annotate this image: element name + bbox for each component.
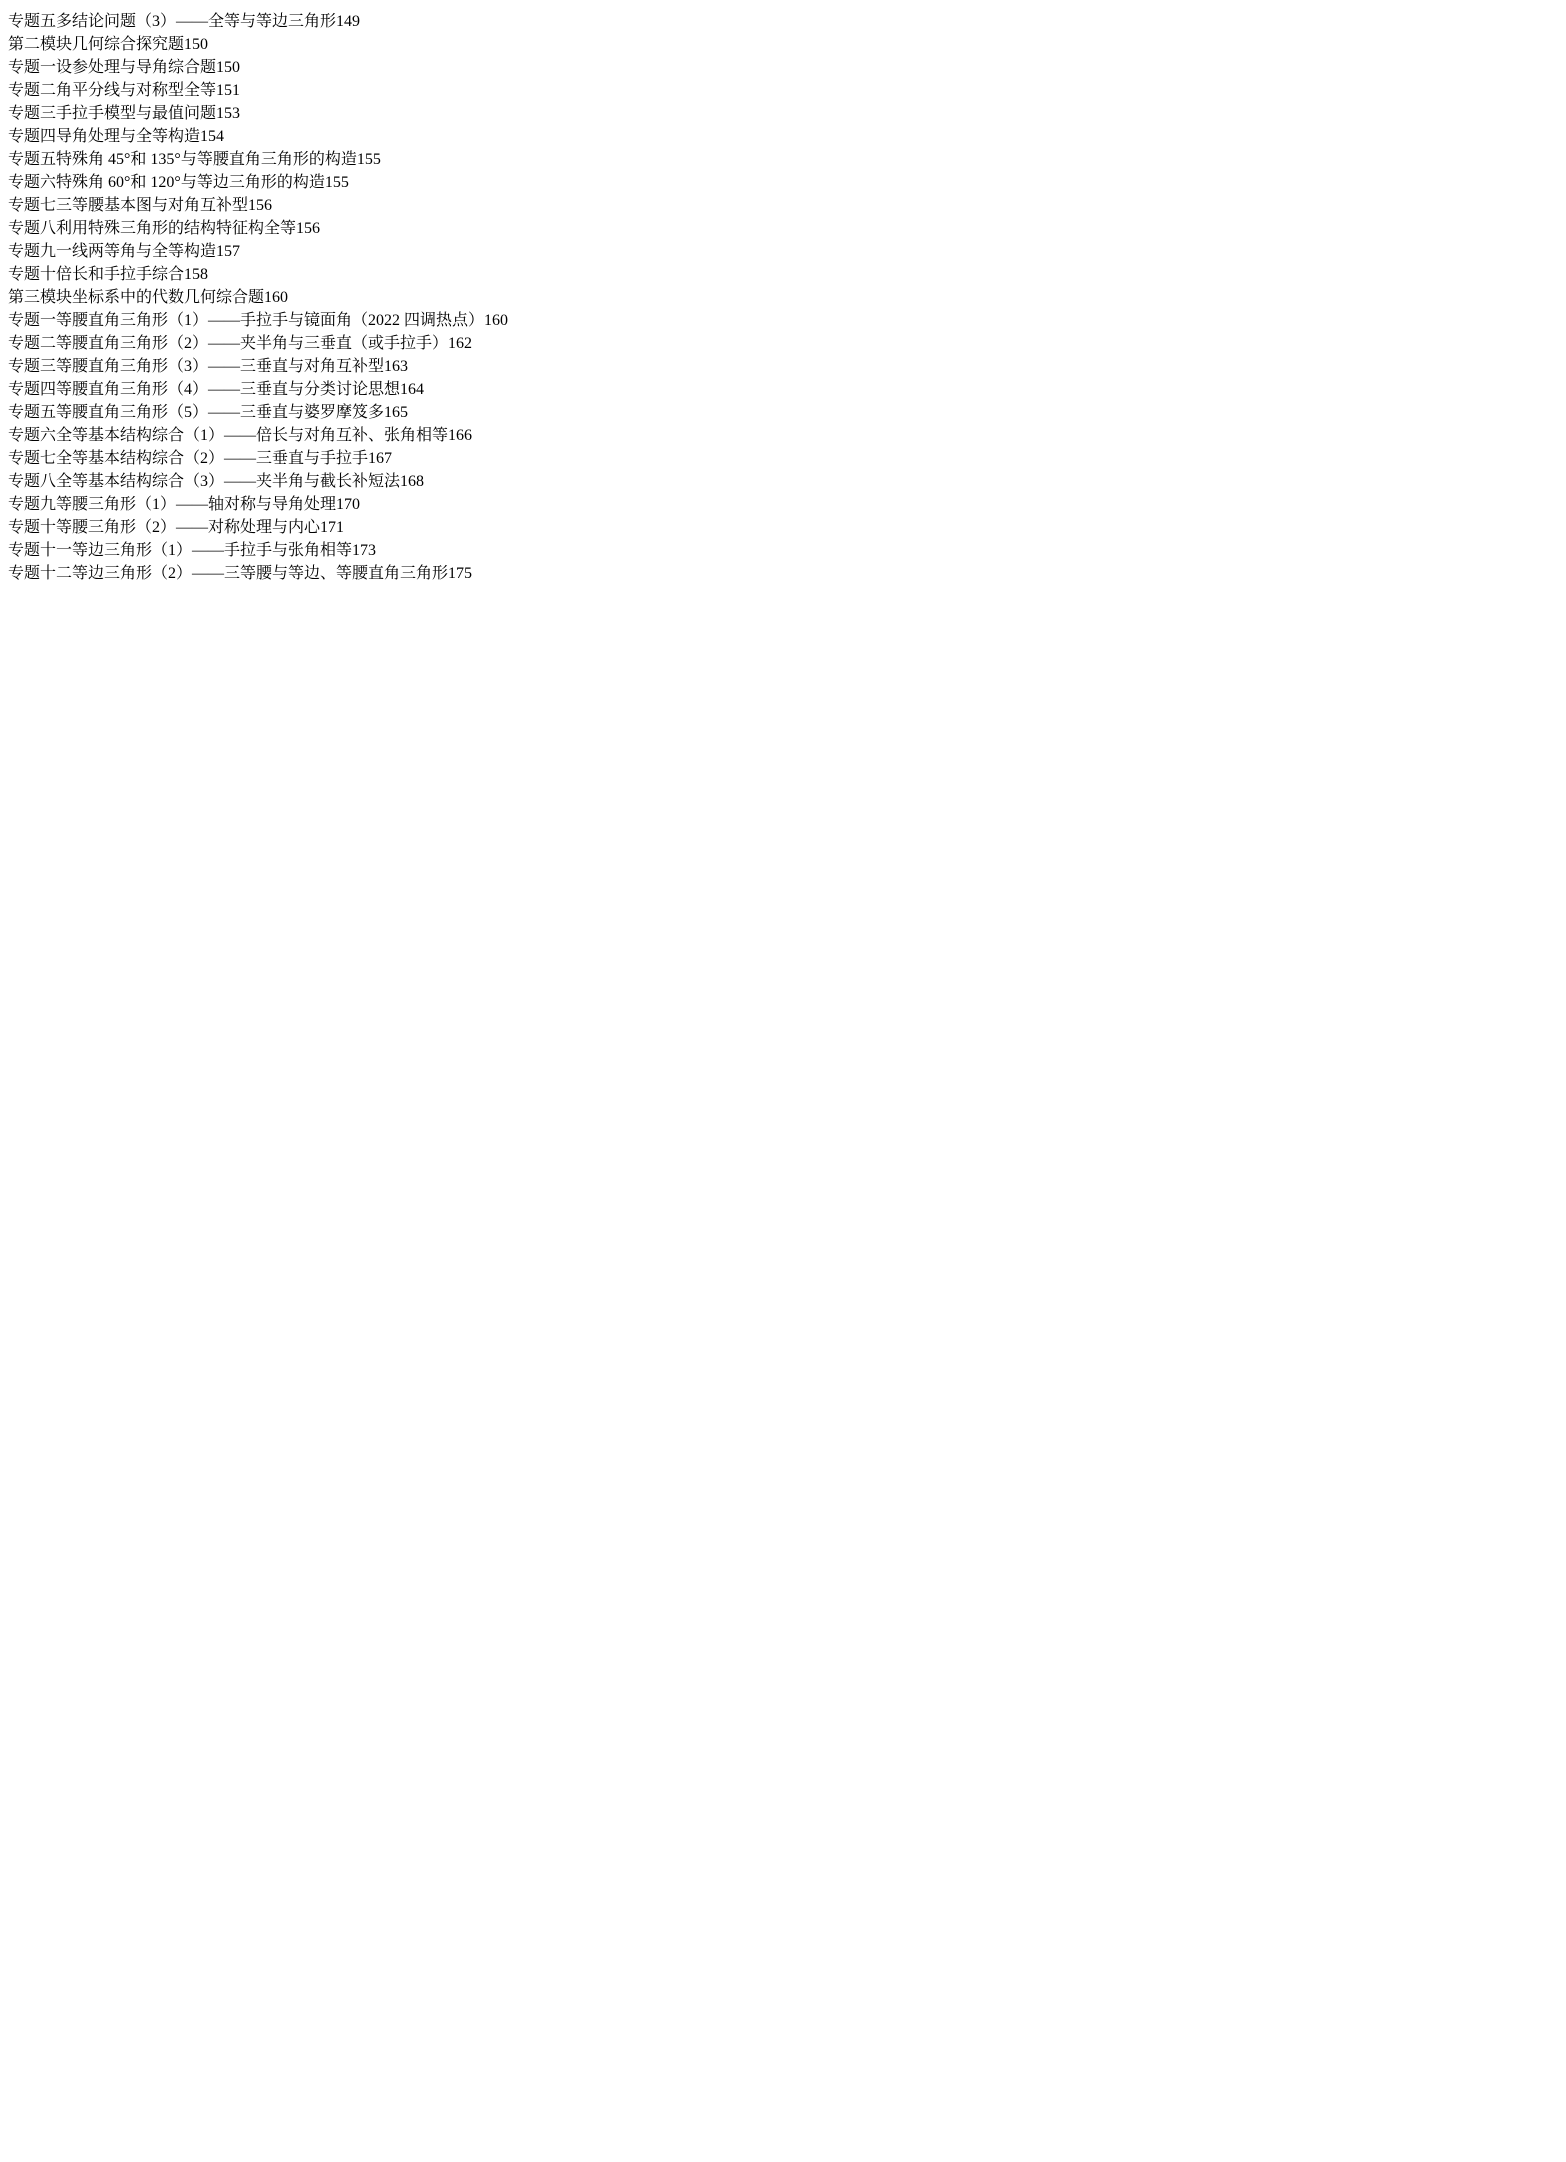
topic-title: 等腰直角三角形（4）——三垂直与分类讨论思想 (56, 381, 401, 398)
topic-number: 专题二 (8, 82, 57, 99)
module-number: 第三模块 (8, 289, 73, 306)
topic-number: 专题四 (8, 381, 57, 398)
toc-entry[interactable] (8, 514, 1558, 537)
topic-title: 三等腰基本图与对角互补型 (56, 197, 249, 214)
toc-entry[interactable] (8, 215, 1558, 238)
topic-number: 专题一 (8, 59, 57, 76)
toc-entry[interactable] (8, 491, 1558, 514)
topic-title: 利用特殊三角形的结构特征构全等 (56, 220, 297, 237)
topic-title: 全等基本结构综合（3）——夹半角与截长补短法 (56, 473, 401, 490)
topic-title: 一线两等角与全等构造 (56, 243, 217, 260)
topic-title: 导角处理与全等构造 (56, 128, 201, 145)
toc-entry[interactable] (8, 192, 1558, 215)
toc-entry[interactable] (8, 54, 1558, 77)
topic-title: 等边三角形（1）——手拉手与张角相等 (72, 542, 353, 559)
topic-title: 等腰三角形（2）——对称处理与内心 (56, 519, 321, 536)
topic-number: 专题十二 (8, 565, 73, 582)
topic-number: 专题六 (8, 174, 57, 191)
topic-number: 专题五 (8, 13, 57, 30)
page-number: 170 (336, 496, 361, 513)
toc-entry[interactable] (8, 537, 1558, 560)
toc-entry[interactable] (8, 422, 1558, 445)
toc-entry[interactable] (8, 330, 1558, 353)
topic-title: 全等基本结构综合（2）——三垂直与手拉手 (56, 450, 369, 467)
topic-number: 专题二 (8, 335, 57, 352)
toc-entry[interactable] (8, 238, 1558, 261)
topic-title: 等边三角形（2）——三等腰与等边、等腰直角三角形 (72, 565, 449, 582)
topic-number: 专题七 (8, 197, 57, 214)
page-number: 150 (184, 36, 209, 53)
topic-number: 专题九 (8, 496, 57, 513)
topic-number: 专题四 (8, 128, 57, 145)
topic-title: 等腰直角三角形（1）——手拉手与镜面角 (56, 312, 353, 329)
topic-number: 专题九 (8, 243, 57, 260)
page-number: 156 (296, 220, 321, 237)
module-number: 第二模块 (8, 36, 73, 53)
module-title: 坐标系中的代数几何综合题 (72, 289, 265, 306)
page-number: 154 (200, 128, 225, 145)
topic-title: 多结论问题（3）——全等与等边三角形 (56, 13, 337, 30)
topic-title: 手拉手模型与最值问题 (56, 105, 217, 122)
page-number: 173 (352, 542, 377, 559)
topic-number: 专题十 (8, 266, 57, 283)
page-number: 151 (216, 82, 241, 99)
topic-title: 角平分线与对称型全等 (56, 82, 217, 99)
page-number: 155 (324, 174, 349, 191)
page-number: 153 (216, 105, 241, 122)
page-number: 162 (448, 335, 473, 352)
page-number: 156 (248, 197, 273, 214)
topic-number: 专题十一 (8, 542, 73, 559)
topic-number: 专题六 (8, 427, 57, 444)
page-number: 160 (484, 312, 509, 329)
topic-title: 全等基本结构综合（1）——倍长与对角互补、张角相等 (56, 427, 449, 444)
toc-entry[interactable] (8, 77, 1558, 100)
topic-title: 等腰直角三角形（2）——夹半角与三垂直（或手拉手） (56, 335, 449, 352)
topic-title: 特殊角 45°和 135°与等腰直角三角形的构造 (56, 151, 357, 168)
page-number: 158 (184, 266, 209, 283)
toc-entry[interactable] (8, 261, 1558, 284)
toc-entry[interactable] (8, 468, 1558, 491)
topic-number: 专题五 (8, 151, 57, 168)
page-number: 163 (384, 358, 409, 375)
page-number: 157 (216, 243, 241, 260)
topic-number: 专题七 (8, 450, 57, 467)
page-number: 168 (400, 473, 425, 490)
page-number: 166 (448, 427, 473, 444)
toc-entry[interactable] (8, 376, 1558, 399)
topic-title: 等腰三角形（1）——轴对称与导角处理 (56, 496, 337, 513)
topic-title: 特殊角 60°和 120°与等边三角形的构造 (56, 174, 325, 191)
page-number: 155 (356, 151, 381, 168)
toc-entry[interactable] (8, 146, 1558, 169)
module-heading[interactable] (8, 284, 1558, 307)
toc-entry[interactable] (8, 123, 1558, 146)
topic-number: 专题八 (8, 220, 57, 237)
hot-topic-tag: （2022 四调热点） (352, 312, 485, 329)
table-of-contents (8, 8, 1558, 583)
module-title: 几何综合探究题 (72, 36, 185, 53)
topic-number: 专题十 (8, 519, 57, 536)
page-number: 165 (384, 404, 409, 421)
page-number: 149 (336, 13, 361, 30)
page-number: 167 (368, 450, 393, 467)
page-number: 175 (448, 565, 473, 582)
topic-title: 等腰直角三角形（3）——三垂直与对角互补型 (56, 358, 385, 375)
toc-entry[interactable] (8, 307, 1558, 330)
page-number: 164 (400, 381, 425, 398)
toc-entry[interactable] (8, 560, 1558, 583)
toc-entry[interactable] (8, 353, 1558, 376)
topic-title: 等腰直角三角形（5）——三垂直与婆罗摩笈多 (56, 404, 385, 421)
module-heading[interactable] (8, 31, 1558, 54)
topic-number: 专题五 (8, 404, 57, 421)
topic-number: 专题三 (8, 105, 57, 122)
page-number: 171 (320, 519, 345, 536)
page-number: 160 (264, 289, 289, 306)
toc-entry[interactable] (8, 399, 1558, 422)
toc-entry[interactable] (8, 445, 1558, 468)
topic-number: 专题一 (8, 312, 57, 329)
toc-entry[interactable] (8, 8, 1558, 31)
toc-entry[interactable] (8, 100, 1558, 123)
topic-title: 设参处理与导角综合题 (56, 59, 217, 76)
topic-number: 专题三 (8, 358, 57, 375)
topic-number: 专题八 (8, 473, 57, 490)
topic-title: 倍长和手拉手综合 (56, 266, 185, 283)
page-number: 150 (216, 59, 241, 76)
toc-entry[interactable] (8, 169, 1558, 192)
